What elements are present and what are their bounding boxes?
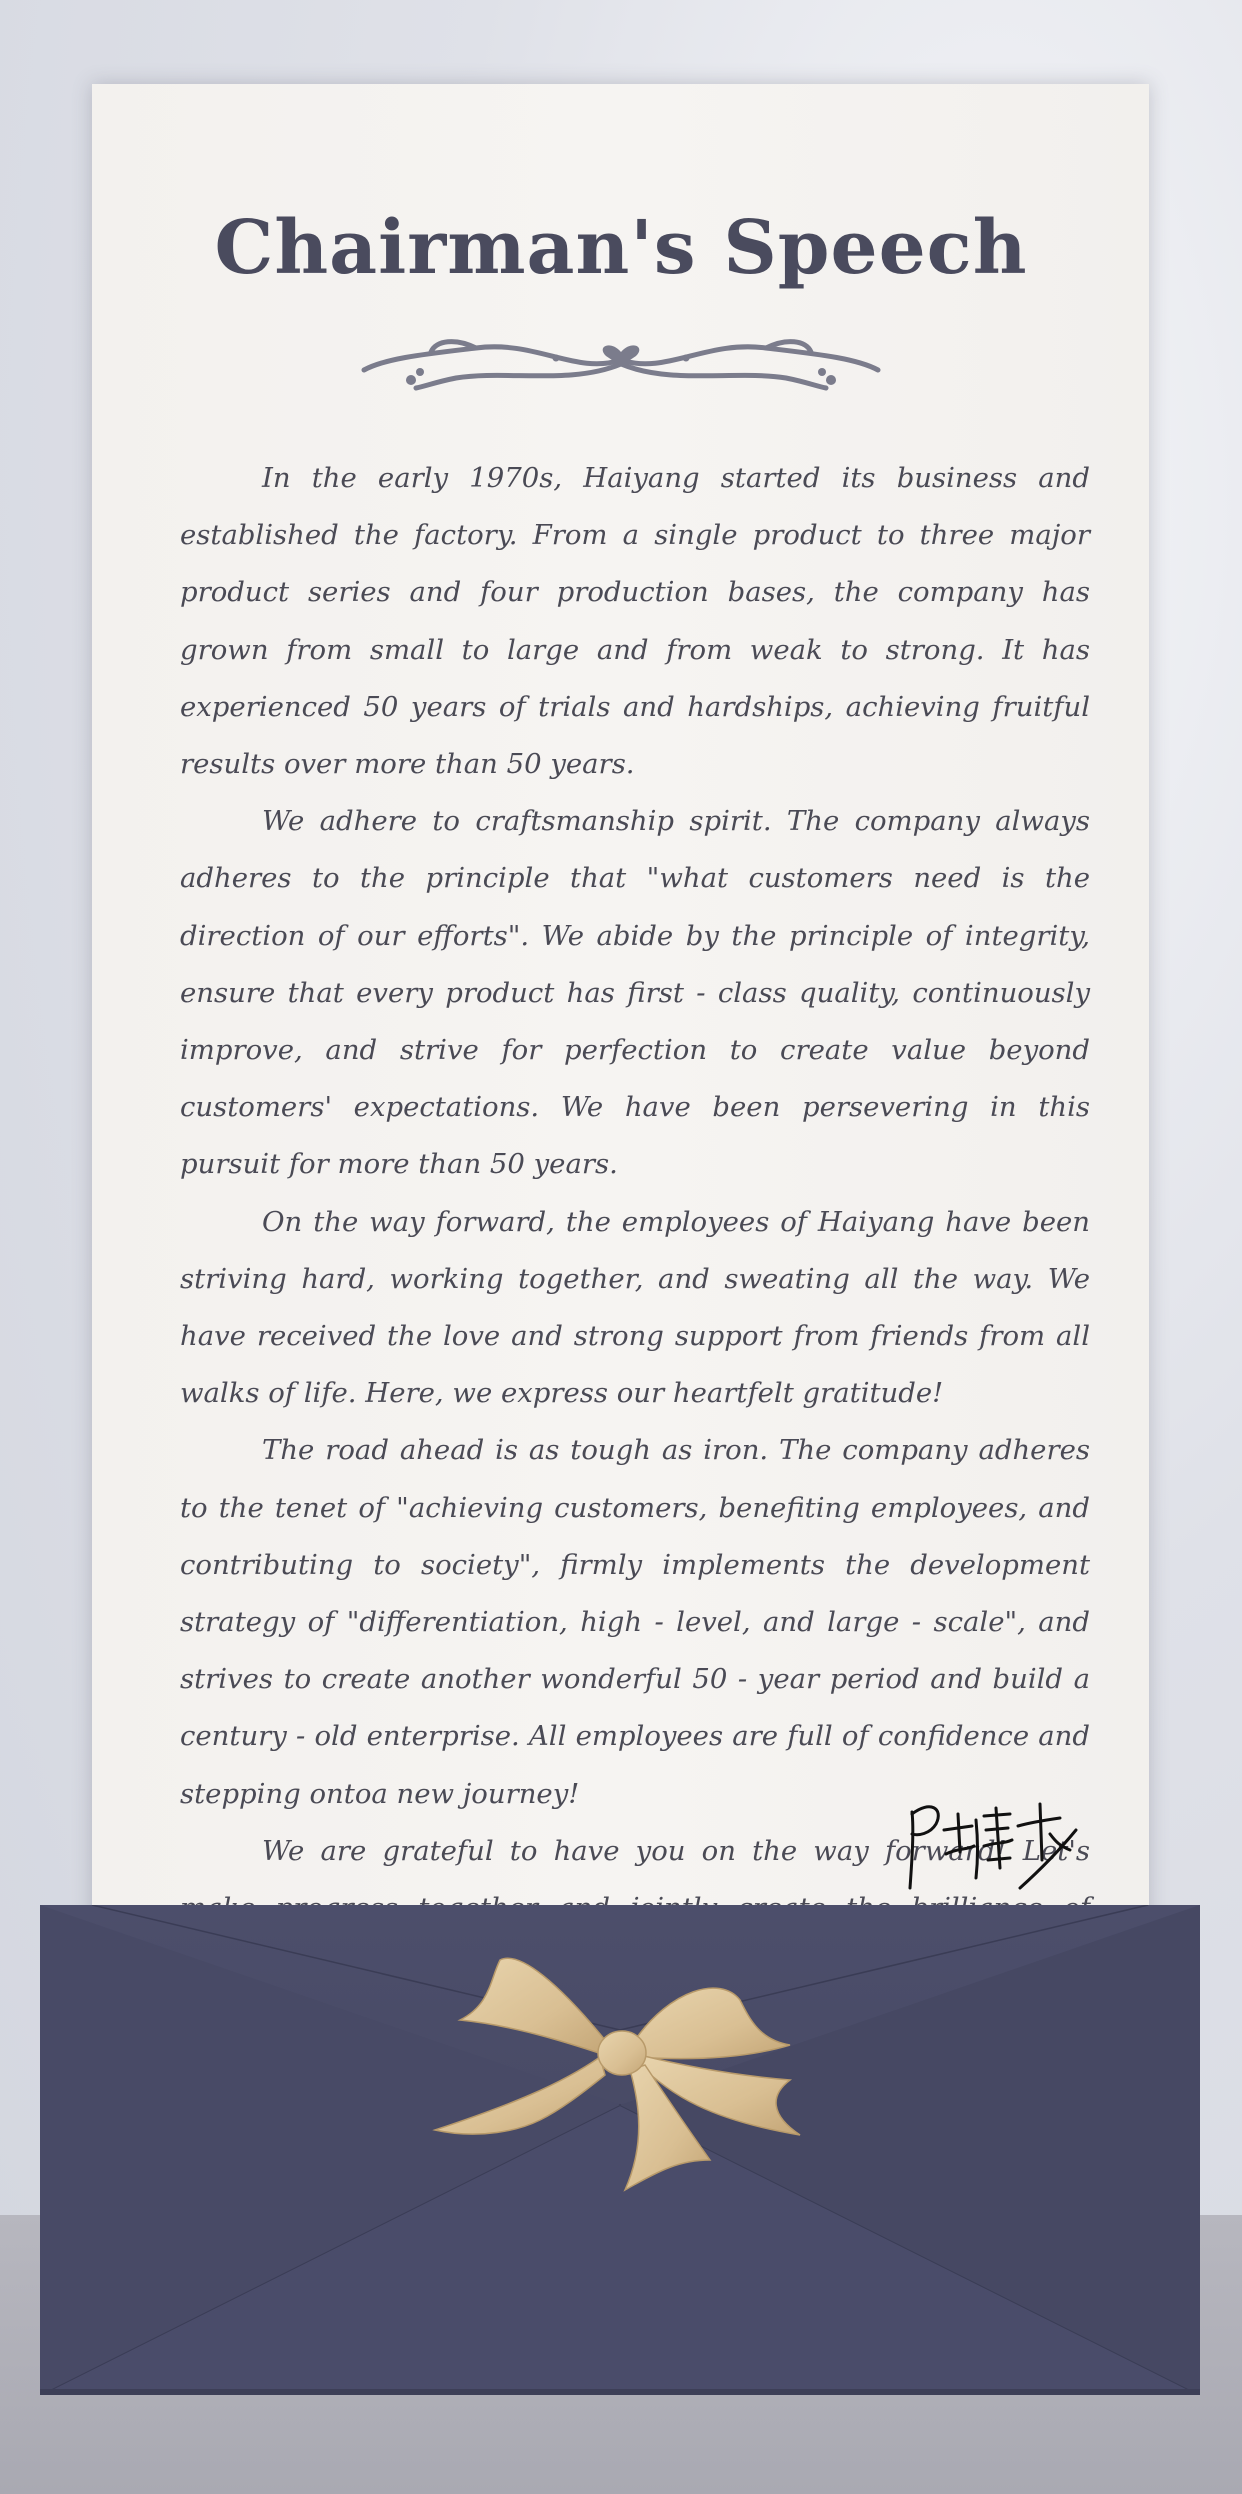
speech-paragraph: The road ahead is as tough as iron. The company adheres to the tenet of "achieving customers, benefiting employees, and contributing to society", firmly implements the development strategy of "differentiation, high - level, and large - scale", and strives to create another wonderful 50 - year period and build a century - old enterprise. All employees are full of confidence and stepping ontoa new journey! (180, 1434, 1090, 1810)
flourish-ornament-icon (356, 330, 886, 398)
speech-body (180, 450, 1090, 1994)
speech-paragraph: In the early 1970s, Haiyang started its business and established the factory. From a single product to three major product series and four production bases, the company has grown from small to large and from weak to strong. It has experienced 50 years of trials and hardships, achieving fruitful results over more than 50 years. (180, 462, 1090, 781)
ribbon-bow-icon (430, 1945, 810, 2195)
speech-paragraph: On the way forward, the employees of Haiyang have been striving hard, working together, and sweating all the way. We have received the love and strong support from friends from all walks of life. Here, we express our heartfelt gratitude! (180, 1205, 1090, 1410)
speech-paragraph: We adhere to craftsmanship spirit. The company always adheres to the principle that "what customers need is the direction of our efforts". We abide by the principle of integrity, ensure that every product has first - class quality, continuously improve, and strive for perfection to create value beyond customers' expectations. We have been persevering in this pursuit for more than 50 years. (180, 805, 1090, 1181)
handwritten-signature (900, 1790, 1100, 1900)
page-title: Chairman's Speech (214, 205, 1028, 291)
speech-paragraph: We are grateful to have you on the way forward! Let's (262, 1834, 1090, 1867)
